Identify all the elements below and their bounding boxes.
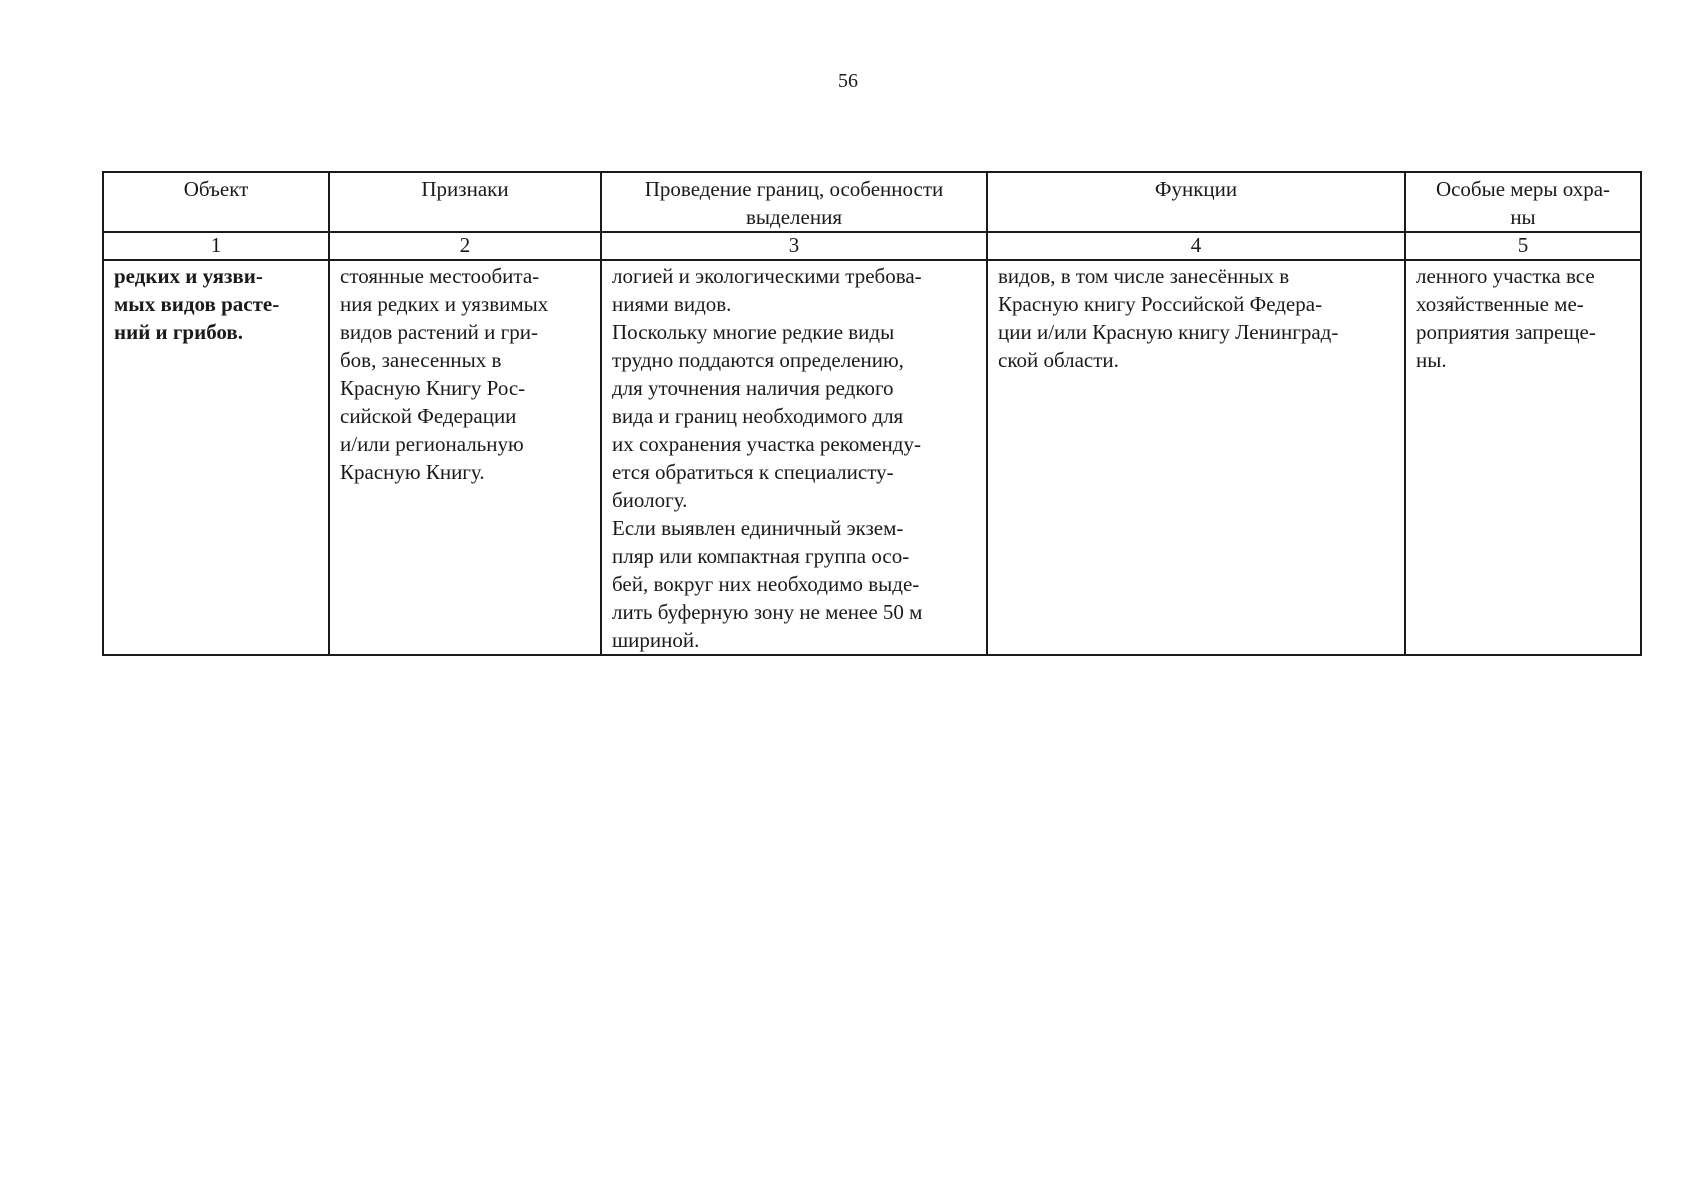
column-number: 2 [329, 232, 601, 260]
protection-measures-table [102, 171, 1642, 656]
cell-text-line: ленного участка все [1416, 264, 1595, 288]
cell-functions [987, 260, 1405, 655]
cell-text-line: ской области. [998, 348, 1119, 372]
column-number: 3 [601, 232, 987, 260]
table-row [103, 260, 1641, 655]
cell-text-line: ны [1510, 205, 1536, 229]
cell-text-line: логией и экологическими требова- [612, 264, 922, 288]
cell-text-line: Функции [1154, 177, 1238, 201]
header-object [103, 172, 329, 232]
cell-boundaries [601, 260, 987, 655]
cell-text-line: видов, в том числе занесённых в [998, 264, 1290, 288]
cell-text-line: ется обратиться к специалисту- [612, 460, 894, 484]
cell-text-line: трудно поддаются определению, [612, 348, 904, 372]
cell-text-line: для уточнения наличия редкого [612, 376, 894, 400]
cell-text-line: Признаки [421, 177, 509, 201]
header-features [329, 172, 601, 232]
cell-text-line: стоянные местообита- [340, 264, 540, 288]
header-boundaries [601, 172, 987, 232]
cell-text-line: Красную Книгу Рос- [340, 376, 526, 400]
cell-text-line: биологу. [612, 488, 688, 512]
cell-text-line: ния редких и уязвимых [340, 292, 549, 316]
cell-text-line: ции и/или Красную книгу Ленинград- [998, 320, 1339, 344]
cell-text-line: бов, занесенных в [340, 348, 502, 372]
column-number: 1 [103, 232, 329, 260]
cell-text-line: мых видов расте- [114, 292, 280, 316]
header-functions [987, 172, 1405, 232]
cell-text-line: шириной. [612, 628, 700, 652]
column-number: 5 [1405, 232, 1641, 260]
cell-text-line: и/или региональную [340, 432, 524, 456]
cell-text-line: Особые меры охра- [1435, 177, 1611, 201]
cell-text-line: Если выявлен единичный экзем- [612, 516, 904, 540]
cell-text-line: пляр или компактная группа осо- [612, 544, 910, 568]
cell-text-line: видов растений и гри- [340, 320, 538, 344]
cell-features [329, 260, 601, 655]
table-header-row [103, 172, 1641, 232]
page-number: 56 [838, 70, 858, 92]
cell-text-line: Красную книгу Российской Федера- [998, 292, 1323, 316]
column-number-row [103, 232, 1641, 260]
cell-text-line: Проведение границ, особенности [644, 177, 944, 201]
cell-text-line: ниями видов. [612, 292, 732, 316]
cell-text-line: вида и границ необходимого для [612, 404, 904, 428]
cell-text-line: хозяйственные ме- [1416, 292, 1584, 316]
cell-text-line: Объект [183, 177, 249, 201]
cell-text-line: лить буферную зону не менее 50 м [612, 600, 923, 624]
cell-text-line: редких и уязви- [114, 264, 263, 288]
cell-text-line: бей, вокруг них необходимо выде- [612, 572, 920, 596]
cell-text-line: ний и грибов. [114, 320, 244, 344]
cell-text-line: Красную Книгу. [340, 460, 485, 484]
cell-object [103, 260, 329, 655]
cell-text-line: роприятия запреще- [1416, 320, 1596, 344]
cell-text-line: Поскольку многие редкие виды [612, 320, 895, 344]
cell-special-measures [1405, 260, 1641, 655]
header-special-measures [1405, 172, 1641, 232]
cell-text-line: сийской Федерации [340, 404, 517, 428]
cell-text-line: ны. [1416, 348, 1447, 372]
cell-text-line: выделения [746, 205, 842, 229]
cell-text-line: их сохранения участка рекоменду- [612, 432, 921, 456]
column-number: 4 [987, 232, 1405, 260]
